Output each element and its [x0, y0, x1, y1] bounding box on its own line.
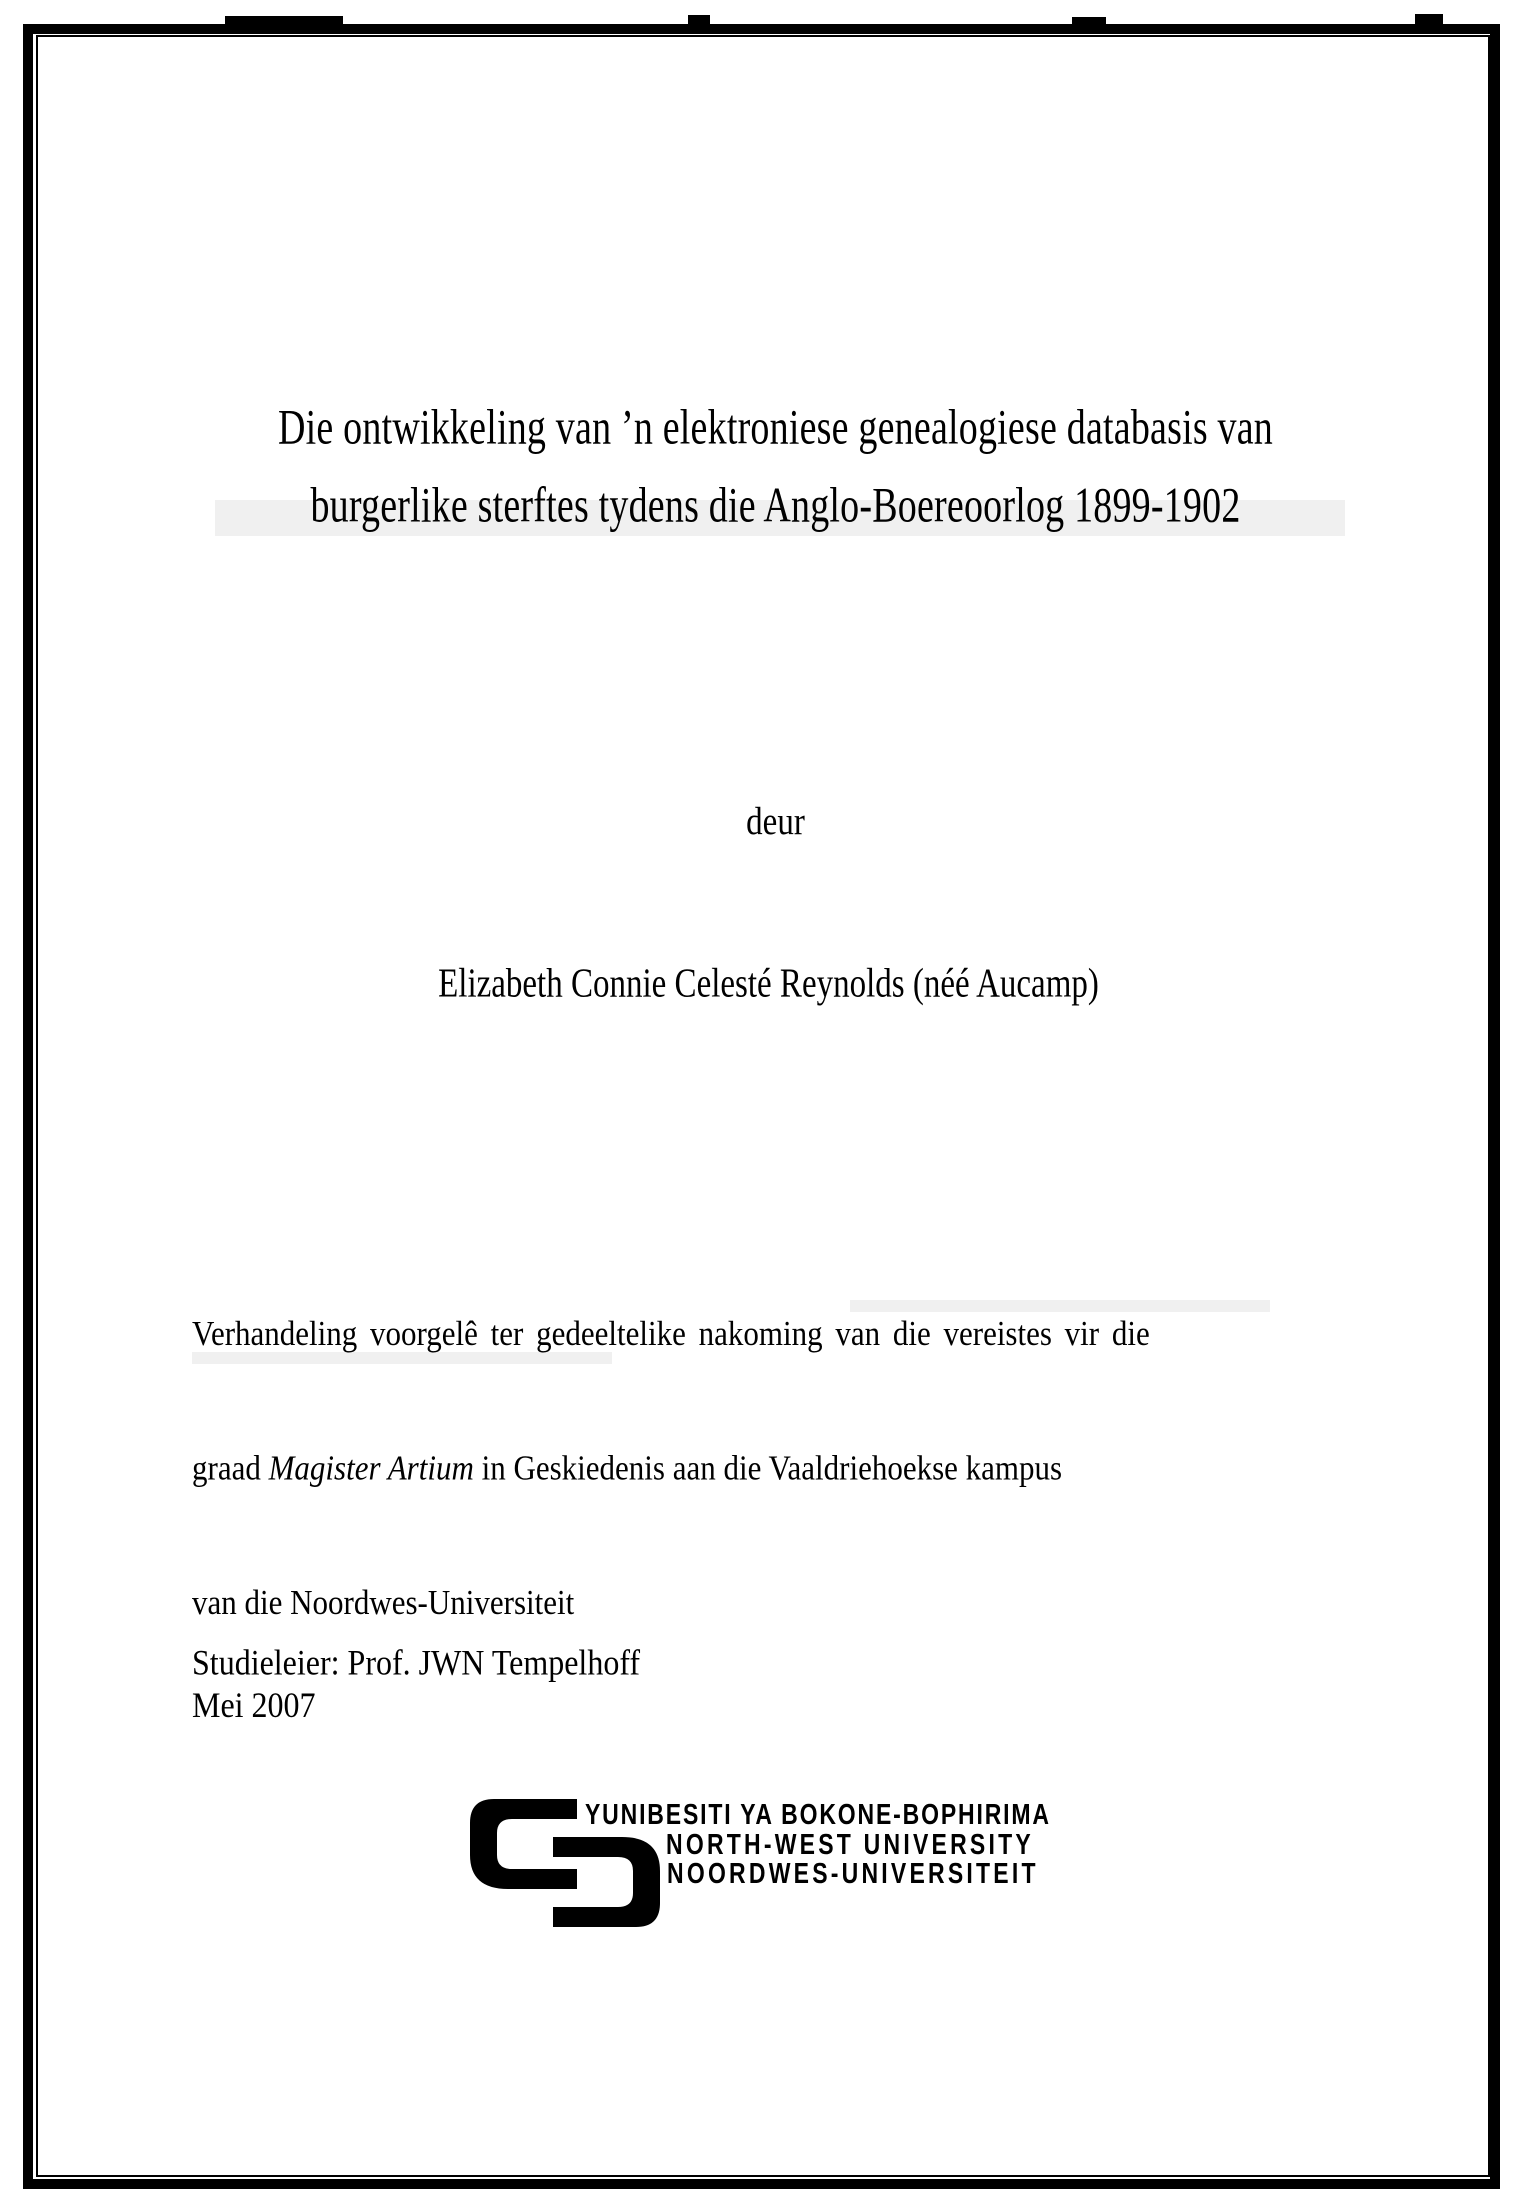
thesis-title-line-1: Die ontwikkeling van ’n elektroniese genealogiese databasis van: [278, 400, 1273, 456]
degree-line2-italic: Magister Artium: [268, 1448, 474, 1488]
scan-artifact: [1415, 14, 1443, 26]
scan-artifact: [1072, 17, 1106, 26]
logo-text-afrikaans: NOORDWES-UNIVERSITEIT: [667, 1857, 1039, 1891]
scan-artifact: [225, 16, 343, 26]
author-name: Elizabeth Connie Celesté Reynolds (néé Aucamp): [438, 961, 1099, 1007]
thesis-title: [0, 389, 1527, 545]
logo-text-english: NORTH-WEST UNIVERSITY: [666, 1828, 1034, 1862]
degree-statement-line-2: [192, 1446, 1354, 1491]
degree-statement-line-3: van die Noordwes-Universiteit: [192, 1582, 575, 1622]
thesis-title-line-2: burgerlike sterftes tydens die Anglo-Boereoorlog 1899-1902: [310, 478, 1241, 534]
supervisor-block: [192, 1641, 1092, 1726]
degree-line2-pre: graad: [192, 1448, 269, 1488]
degree-line2-post: in Geskiedenis aan die Vaaldriehoekse kampus: [473, 1448, 1063, 1488]
degree-statement-line-1: Verhandeling voorgelê ter gedeeltelike nakoming van die vereistes vir die: [192, 1313, 1150, 1354]
scan-artifact: [688, 15, 710, 26]
supervisor-line: Studieleier: Prof. JWN Tempelhoff: [192, 1642, 641, 1683]
logo-text-setswana: YUNIBESITI YA BOKONE-BOPHIRIMA: [585, 1798, 1051, 1832]
date-line: Mei 2007: [192, 1684, 316, 1725]
byline-deur: deur: [746, 800, 805, 844]
